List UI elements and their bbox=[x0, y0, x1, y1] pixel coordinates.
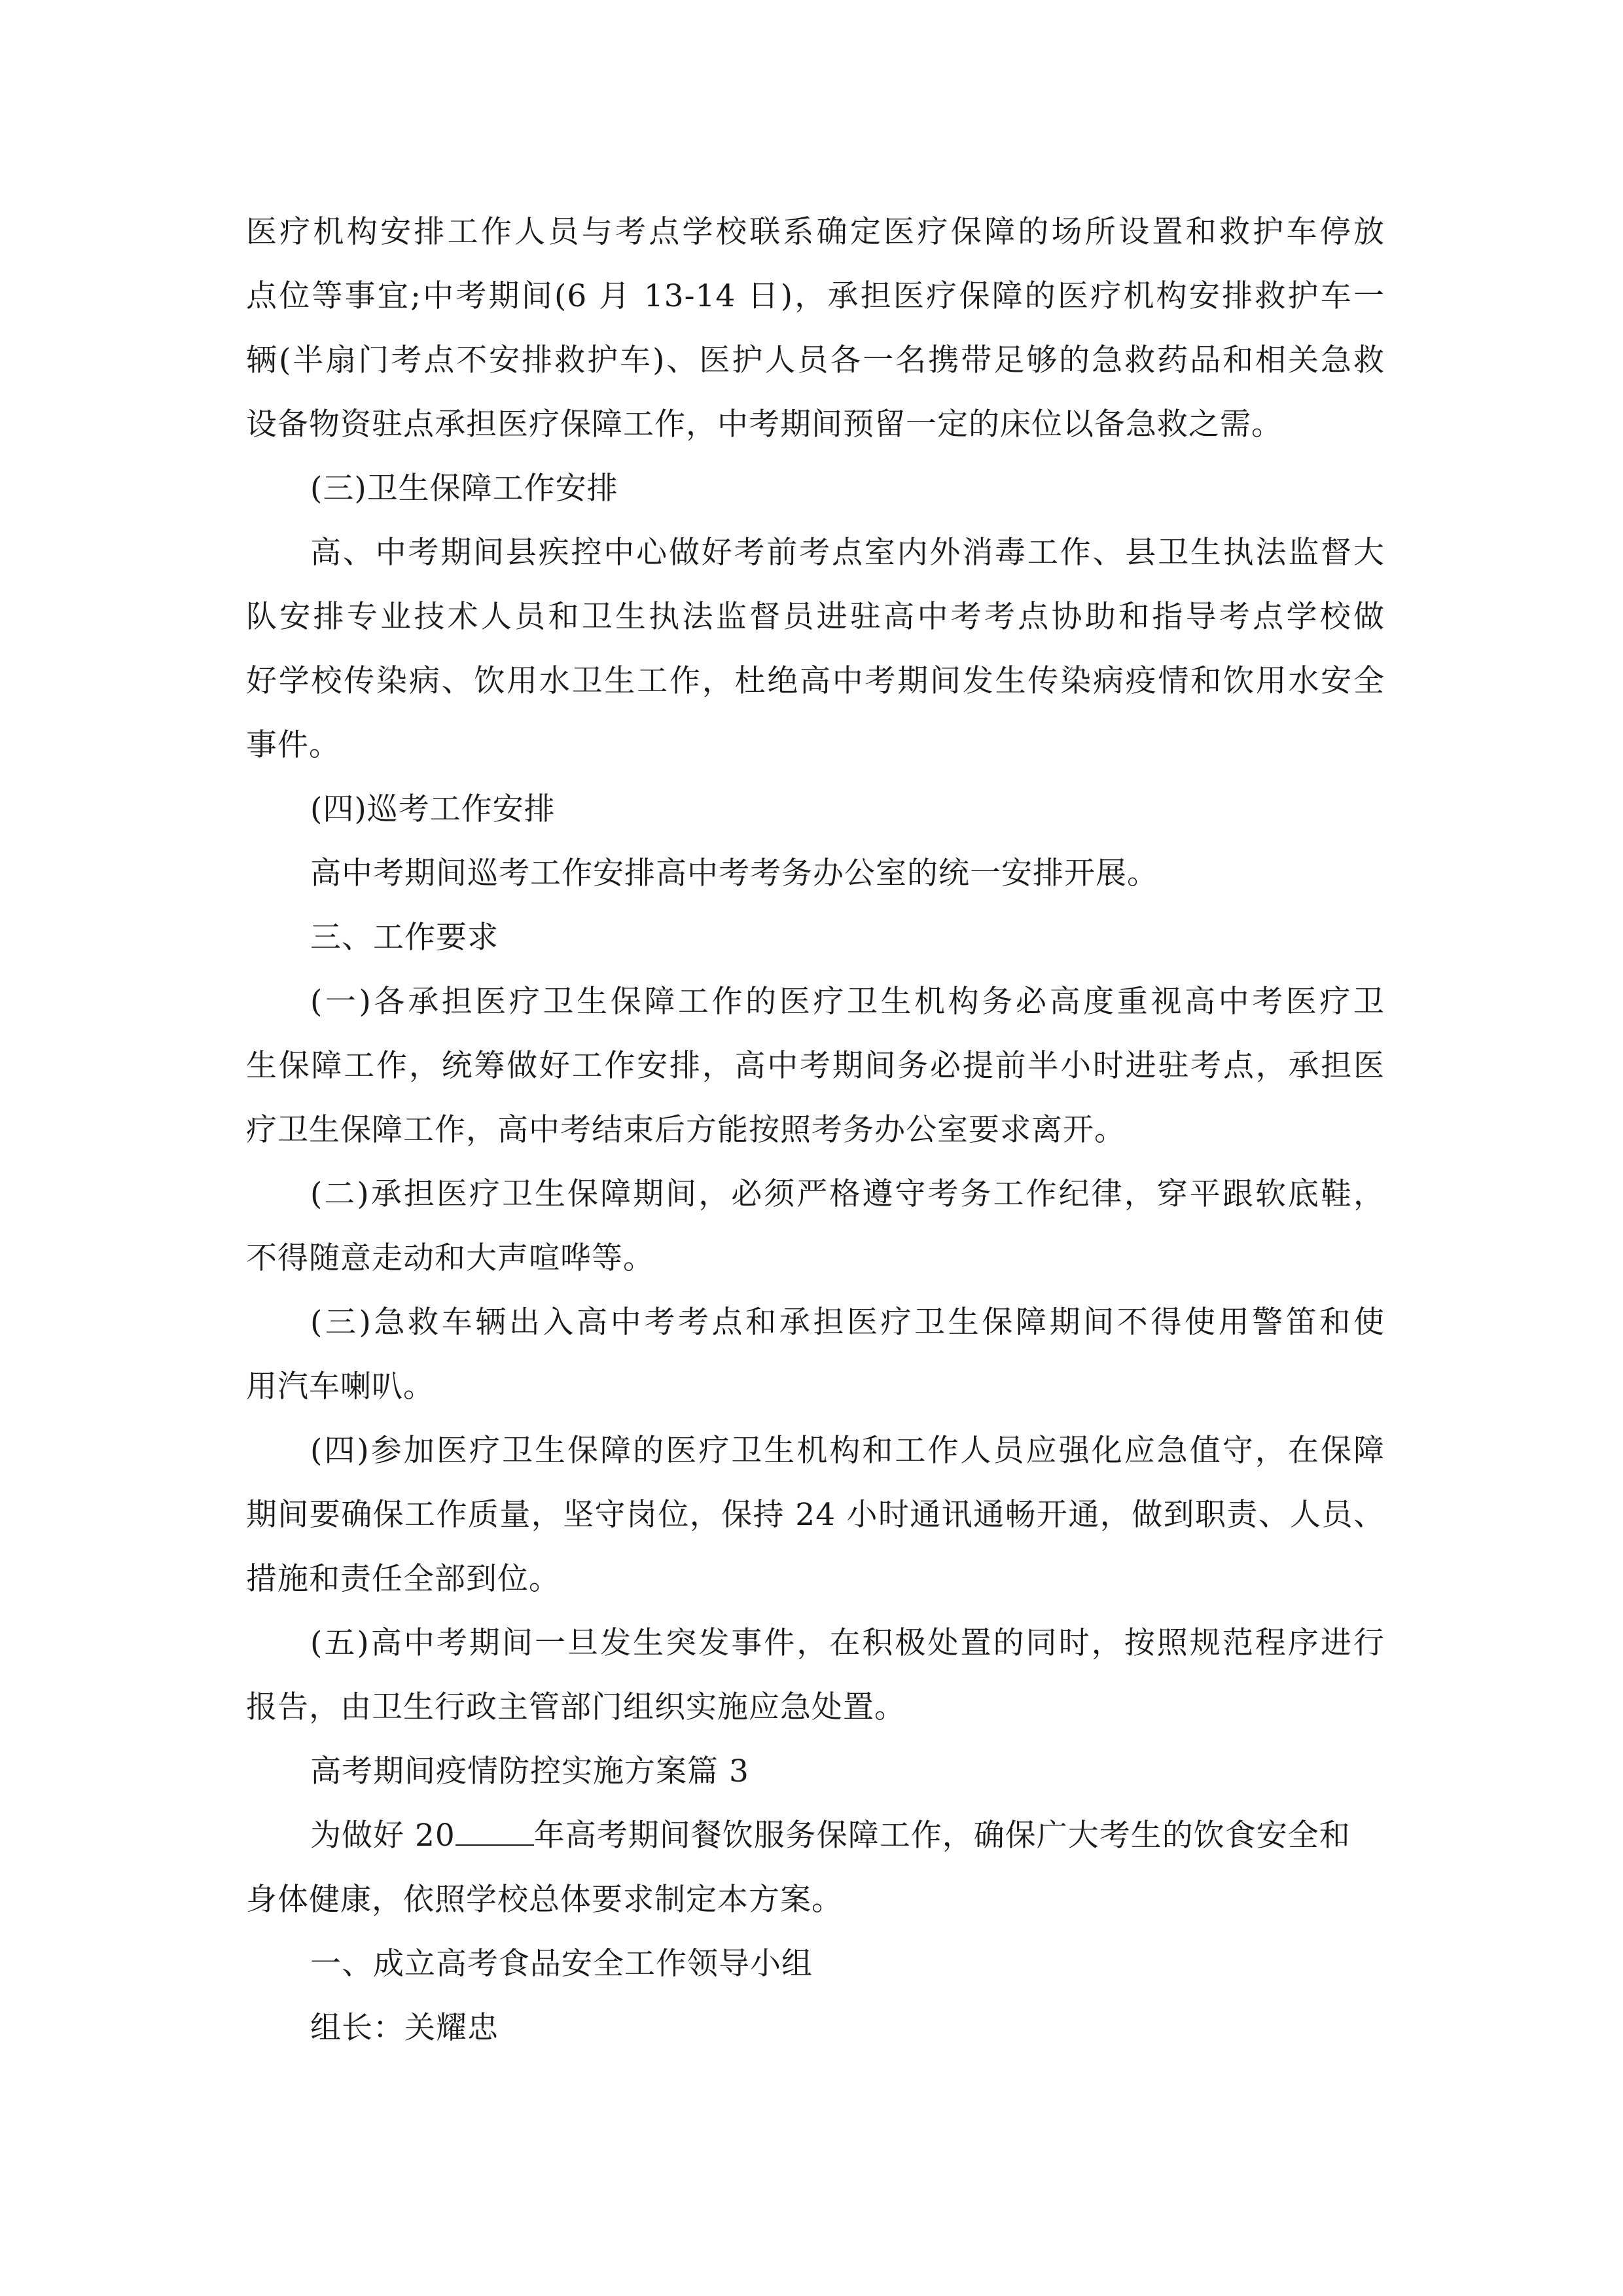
paragraph-line: 用汽车喇叭。 bbox=[246, 1369, 435, 1405]
paragraph-line: (四)参加医疗卫生保障的医疗卫生机构和工作人员应强化应急值守，在保障 bbox=[310, 1433, 1385, 1469]
section-heading: 一、成立高考食品安全工作领导小组 bbox=[310, 1946, 813, 1982]
paragraph-line: 事件。 bbox=[246, 727, 340, 763]
section-heading: (四)巡考工作安排 bbox=[310, 791, 556, 827]
paragraph-line: 设备物资驻点承担医疗保障工作，中考期间预留一定的床位以备急救之需。 bbox=[246, 406, 1283, 442]
document-body bbox=[246, 200, 1385, 2060]
paragraph-line: 期间要确保工作质量，坚守岗位，保持 24 小时通讯通畅开通，做到职责、人员、 bbox=[246, 1497, 1385, 1533]
fill-in-blank bbox=[455, 1818, 534, 1846]
section-heading: 三、工作要求 bbox=[310, 920, 499, 956]
paragraph-line: (一)各承担医疗卫生保障工作的医疗卫生机构务必高度重视高中考医疗卫 bbox=[310, 984, 1385, 1020]
paragraph-line: 点位等事宜;中考期间(6 月 13-14 日)，承担医疗保障的医疗机构安排救护车一 bbox=[246, 278, 1385, 314]
paragraph-line: 报告，由卫生行政主管部门组织实施应急处置。 bbox=[246, 1689, 906, 1725]
paragraph-line: 好学校传染病、饮用水卫生工作，杜绝高中考期间发生传染病疫情和饮用水安全 bbox=[246, 663, 1385, 699]
paragraph-line: (二)承担医疗卫生保障期间，必须严格遵守考务工作纪律，穿平跟软底鞋， bbox=[310, 1176, 1385, 1212]
paragraph-line: 辆(半扇门考点不安排救护车)、医护人员各一名携带足够的急救药品和相关急救 bbox=[246, 342, 1385, 378]
paragraph-line: 不得随意走动和大声喧哗等。 bbox=[246, 1240, 654, 1276]
paragraph-line: 高中考期间巡考工作安排高中考考务办公室的统一安排开展。 bbox=[310, 855, 1158, 891]
paragraph-line: 医疗机构安排工作人员与考点学校联系确定医疗保障的场所设置和救护车停放 bbox=[246, 214, 1385, 250]
paragraph-line: 疗卫生保障工作，高中考结束后方能按照考务办公室要求离开。 bbox=[246, 1112, 1126, 1148]
paragraph-line: 身体健康，依照学校总体要求制定本方案。 bbox=[246, 1882, 843, 1918]
paragraph-line: 高、中考期间县疾控中心做好考前考点室内外消毒工作、县卫生执法监督大 bbox=[310, 535, 1385, 571]
line-prefix: 为做好 20 bbox=[310, 1818, 455, 1854]
paragraph-line: 生保障工作，统筹做好工作安排，高中考期间务必提前半小时进驻考点，承担医 bbox=[246, 1048, 1385, 1084]
paragraph-line: 组长：关耀忠 bbox=[310, 2010, 499, 2046]
section-heading: 高考期间疫情防控实施方案篇 3 bbox=[310, 1753, 749, 1789]
line-rest: 年高考期间餐饮服务保障工作，确保广大考生的饮食安全和 bbox=[533, 1818, 1351, 1854]
section-heading: (三)卫生保障工作安排 bbox=[310, 471, 618, 507]
paragraph-line: 队安排专业技术人员和卫生执法监督员进驻高中考考点协助和指导考点学校做 bbox=[246, 599, 1385, 635]
paragraph-line: (五)高中考期间一旦发生突发事件，在积极处置的同时，按照规范程序进行 bbox=[310, 1625, 1385, 1661]
paragraph-line bbox=[246, 1804, 1385, 1868]
paragraph-line: (三)急救车辆出入高中考考点和承担医疗卫生保障期间不得使用警笛和使 bbox=[310, 1304, 1385, 1340]
paragraph-line: 措施和责任全部到位。 bbox=[246, 1561, 560, 1597]
